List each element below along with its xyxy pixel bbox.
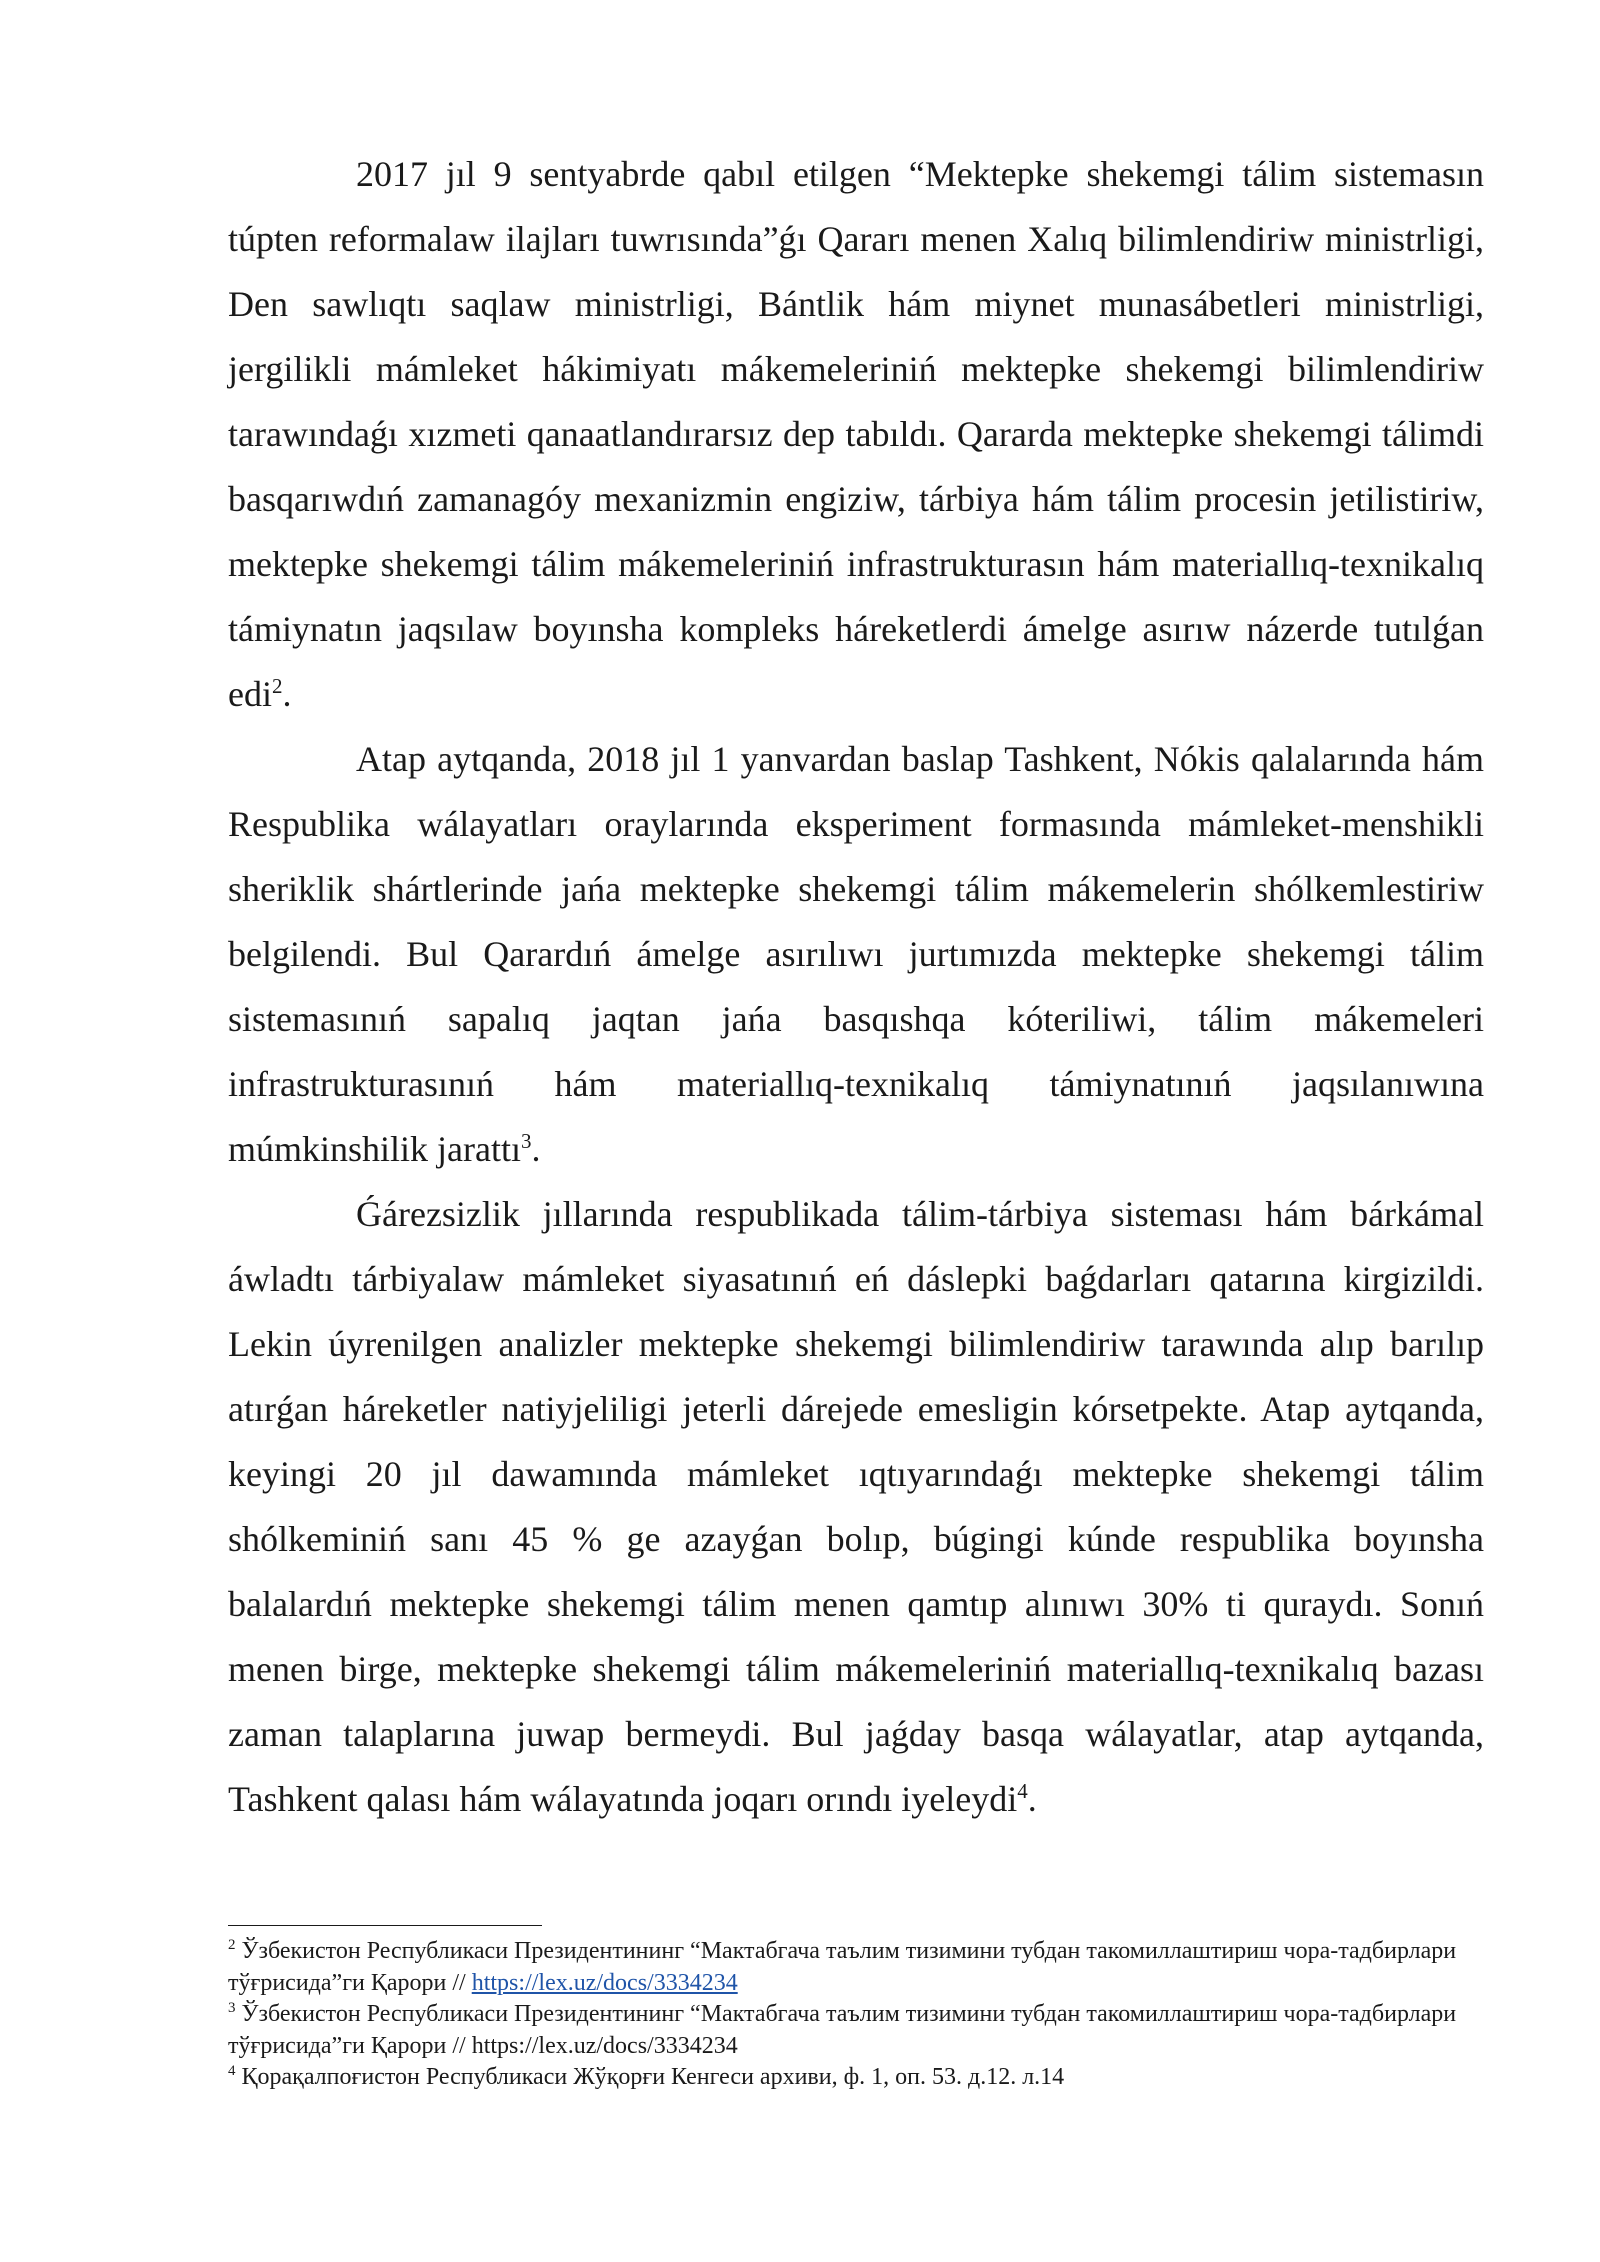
footnote-separator [228, 1925, 542, 1926]
footnotes-section [228, 1925, 1484, 2094]
footnote-ref-2: 2 [271, 674, 283, 698]
footnote-number: 4 [228, 2063, 236, 2079]
footnote-ref-4: 4 [1017, 1779, 1028, 1803]
footnote-number: 2 [228, 1937, 236, 1953]
paragraph-2 [228, 727, 1484, 1182]
footnote-3 [228, 1999, 1484, 2062]
paragraph-end: . [531, 1129, 541, 1169]
footnote-2 [228, 1936, 1484, 1999]
paragraph-1 [228, 142, 1484, 727]
footnote-text: Қорақалпоғистон Республикаси Жўқорғи Кенгеси архиви, ф. 1, оп. 53. д.12. л.14 [241, 2064, 1065, 2090]
paragraph-3 [228, 1182, 1484, 1832]
paragraph-text: Atap aytqanda, 2018 jıl 1 yanvardan baslap Tashkent, Nókis qalalarında hám Respublika wálayatları oraylarında eksperiment formasında mámleket-menshikli sheriklik shártlerinde jańa mektepke shekemgi tálim mákemelerin shólkemlestiriw belgilendi. Bul Qarardıń ámelge asırılıwı jurtımızda mektepke shekemgi tálim sistemasınıń sapalıq jaqtan jańa basqıshqa kóteriliwi, tálim mákemeleri infrastrukturasınıń hám materiallıq-texnikalıq támiynatınıń jaqsılanıwına múmkinshilik jarattı [228, 739, 1484, 1169]
footnote-text: Ўзбекистон Республикаси Президентининг “Мактабгача таълим тизимини тубдан такомиллаштириш чора-тадбирлари тўғрисида”ги Қарори // https://lex.uz/docs/3334234 [228, 2001, 1457, 2059]
paragraph-end: . [1027, 1779, 1037, 1819]
footnote-text: Ўзбекистон Республикаси Президентининг “Мактабгача таълим тизимини тубдан такомиллаштириш чора-тадбирлари тўғрисида”ги Қарори // [228, 1938, 1457, 1996]
paragraph-text: 2017 jıl 9 sentyabrde qabıl etilgen “Mektepke shekemgi tálim sistemasın túpten reformalaw ilajları tuwrısında”ǵı Qararı menen Xalıq bilimlendiriw ministrligi, Den sawlıqtı saqlaw ministrligi, Bántlik hám miynet munasábetleri ministrligi, jergilikli mámleket hákimiyatı mákemeleriniń mektepke shekemgi bilimlendiriw tarawındaǵı xızmeti qanaatlandırarsız dep tabıldı. Qararda mektepke shekemgi tálimdi basqarıwdıń zamanagóy mexanizmin engiziw, tárbiya hám tálim procesin jetilistiriw, mektepke shekemgi tálim mákemeleriniń infrastrukturasın hám materiallıq-texnikalıq támiynatın jaqsılaw boyınsha kompleks háreketlerdi ámelge asırıw názerde tutılǵan edi [228, 154, 1484, 714]
body-text [228, 142, 1484, 1832]
footnote-link[interactable]: https://lex.uz/docs/3334234 [471, 1969, 738, 1996]
footnote-4 [228, 2062, 1484, 2094]
paragraph-text: Ǵárezsizlik jıllarında respublikada tálim-tárbiya sisteması hám bárkámal áwladtı tárbiyalaw mámleket siyasatınıń eń dáslepki baǵdarları qatarına kirgizildi. Lekin úyrenilgen analizler mektepke shekemgi bilimlendiriw tarawında alıp barılıp atırǵan háreketler natiyjeliligi jeterli dárejede emesligin kórsetpekte. Atap aytqanda, keyingi 20 jıl dawamında mámleket ıqtıyarındaǵı mektepke shekemgi tálim shólkeminiń sanı 45 % ge azayǵan bolıp, búgingi kúnde respublika boyınsha balalardıń mektepke shekemgi tálim menen qamtıp alınıwı 30% ti quraydı. Sonıń menen birge, mektepke shekemgi tálim mákemeleriniń materiallıq-texnikalıq bazası zaman talaplarına juwap bermeydi. Bul jaǵday basqa wálayatlar, atap aytqanda, Tashkent qalası hám wálayatında joqarı orındı iyeleydi [228, 1194, 1484, 1819]
footnote-ref-3: 3 [520, 1129, 532, 1153]
footnote-number: 3 [228, 2000, 236, 2016]
paragraph-end: . [282, 674, 292, 714]
